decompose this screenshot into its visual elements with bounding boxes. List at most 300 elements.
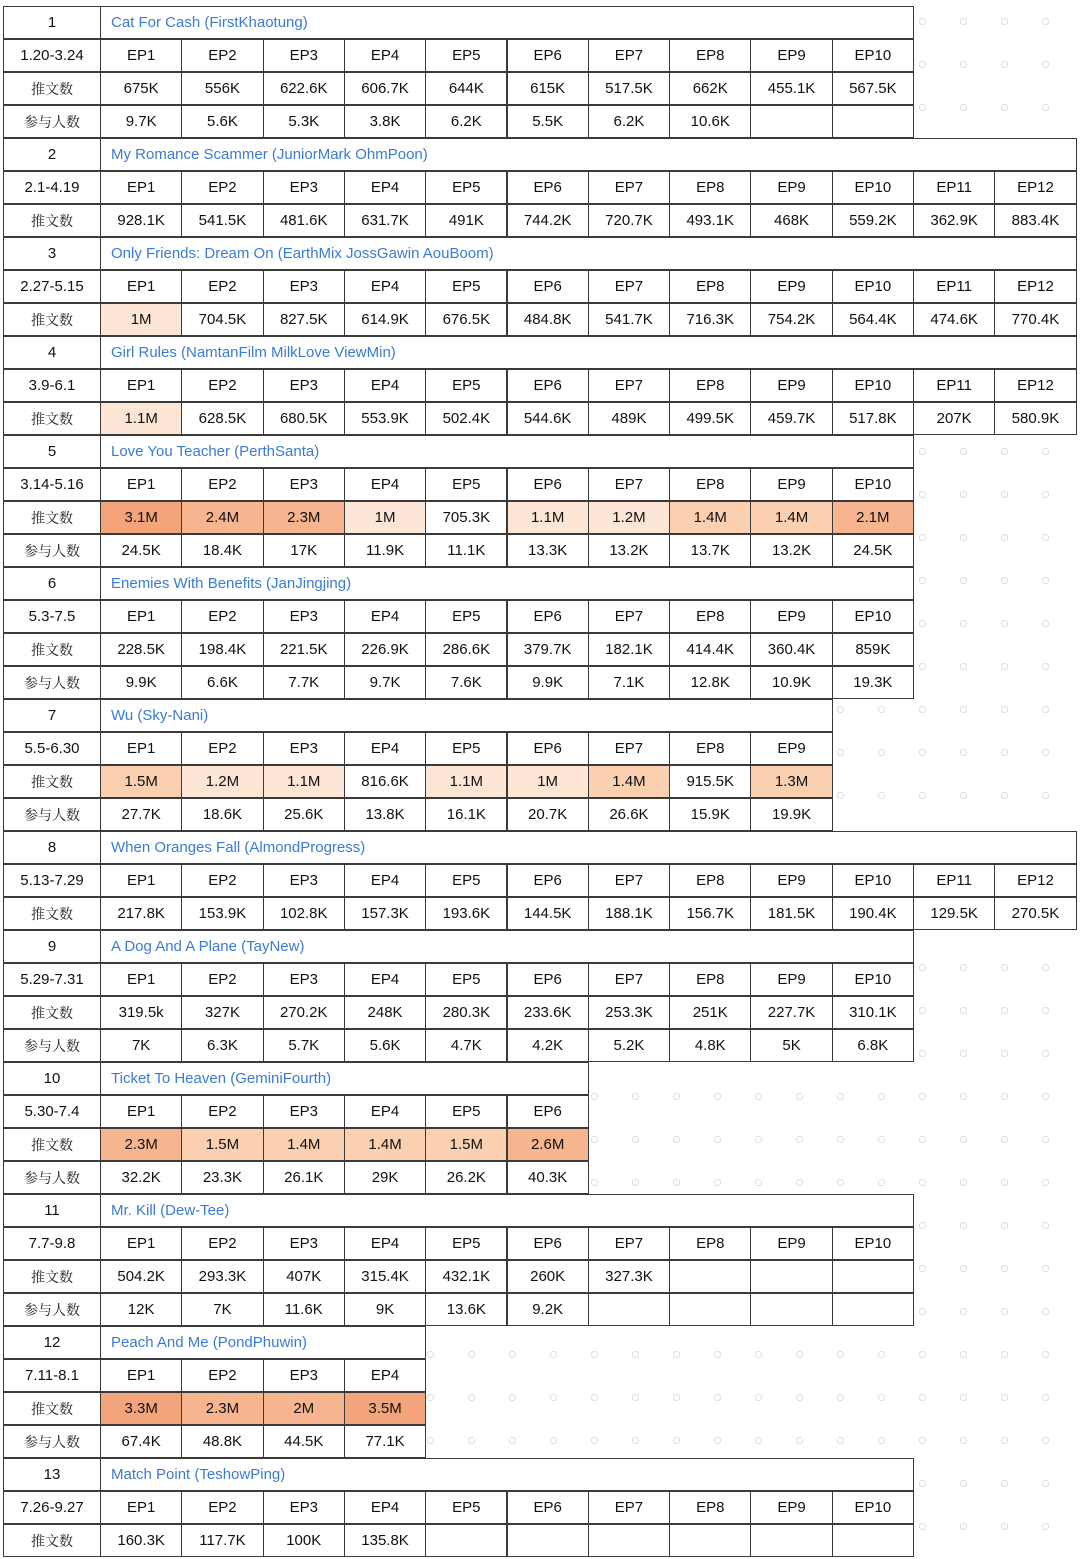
- air-dates: 3.14-5.16: [3, 468, 101, 501]
- episode-label: EP1: [100, 600, 182, 633]
- show-index: 4: [3, 336, 101, 369]
- episode-label: EP8: [669, 270, 751, 303]
- participant-count-cell: 6.2K: [425, 105, 507, 138]
- episode-label: EP3: [263, 864, 345, 897]
- tweet-count-cell: 144.5K: [507, 897, 589, 930]
- episode-label: EP7: [588, 1227, 670, 1260]
- tweet-count-cell: 226.9K: [344, 633, 426, 666]
- episode-label: EP10: [832, 171, 914, 204]
- show-title: Wu (Sky-Nani): [100, 699, 833, 732]
- participant-count-cell: 13.2K: [588, 534, 670, 567]
- episode-label: EP3: [263, 1491, 345, 1524]
- participant-count-cell: 6.3K: [181, 1029, 263, 1062]
- episode-label: EP2: [181, 369, 263, 402]
- episode-label: EP7: [588, 369, 670, 402]
- episode-label: EP9: [750, 1491, 832, 1524]
- tweet-count-cell: 541.5K: [181, 204, 263, 237]
- episode-label: EP1: [100, 963, 182, 996]
- participant-count-cell: 10.9K: [750, 666, 832, 699]
- episode-label: EP3: [263, 171, 345, 204]
- participant-count-cell: 6.2K: [588, 105, 670, 138]
- episode-label: EP8: [669, 369, 751, 402]
- tweet-count-cell: 628.5K: [181, 402, 263, 435]
- tweet-count-cell: 580.9K: [994, 402, 1076, 435]
- show-index: 1: [3, 6, 101, 39]
- tweet-count-cell: [832, 1524, 914, 1557]
- participant-count-cell: 19.3K: [832, 666, 914, 699]
- participant-count-cell: 13.2K: [750, 534, 832, 567]
- episode-label: EP3: [263, 1227, 345, 1260]
- episode-label: EP2: [181, 468, 263, 501]
- tweet-count-cell: 198.4K: [181, 633, 263, 666]
- participant-count-cell: 23.3K: [181, 1161, 263, 1194]
- air-dates: 7.7-9.8: [3, 1227, 101, 1260]
- tweet-count-cell: 704.5K: [181, 303, 263, 336]
- episode-label: EP4: [344, 171, 426, 204]
- episode-label: EP6: [507, 270, 589, 303]
- air-dates: 5.13-7.29: [3, 864, 101, 897]
- episode-label: EP1: [100, 270, 182, 303]
- episode-label: EP6: [507, 600, 589, 633]
- participant-count-cell: 77.1K: [344, 1425, 426, 1458]
- tweet-count-cell: 720.7K: [588, 204, 670, 237]
- participant-count-cell: 44.5K: [263, 1425, 345, 1458]
- tweet-count-cell: 251K: [669, 996, 751, 1029]
- show-index: 12: [3, 1326, 101, 1359]
- tweet-count-cell: 2M: [263, 1392, 345, 1425]
- tweet-count-cell: 816.6K: [344, 765, 426, 798]
- participant-count-cell: 5.3K: [263, 105, 345, 138]
- participant-count-cell: 7K: [181, 1293, 263, 1326]
- episode-label: EP6: [507, 1491, 589, 1524]
- tweet-count-cell: 544.6K: [507, 402, 589, 435]
- episode-label: EP10: [832, 468, 914, 501]
- tweet-count-cell: 680.5K: [263, 402, 345, 435]
- tweet-count-cell: 315.4K: [344, 1260, 426, 1293]
- tweet-count-cell: [425, 1524, 507, 1557]
- participant-count-cell: [832, 105, 914, 138]
- air-dates: 7.26-9.27: [3, 1491, 101, 1524]
- show-title: My Romance Scammer (JuniorMark OhmPoon): [100, 138, 1077, 171]
- tweet-count-cell: 705.3K: [425, 501, 507, 534]
- tweet-count-cell: 455.1K: [750, 72, 832, 105]
- episode-label: EP9: [750, 39, 832, 72]
- tweet-count-cell: 248K: [344, 996, 426, 1029]
- tweet-count-cell: 1.5M: [100, 765, 182, 798]
- tweet-count-cell: 319.5k: [100, 996, 182, 1029]
- participant-count-cell: 13.3K: [507, 534, 589, 567]
- episode-label: EP8: [669, 1227, 751, 1260]
- episode-label: EP10: [832, 369, 914, 402]
- episode-label: EP9: [750, 864, 832, 897]
- tweet-count-cell: 3.1M: [100, 501, 182, 534]
- tweet-count-cell: 1M: [507, 765, 589, 798]
- tweet-count-cell: 1.4M: [344, 1128, 426, 1161]
- episode-label: EP9: [750, 732, 832, 765]
- episode-label: EP7: [588, 732, 670, 765]
- air-dates: 5.29-7.31: [3, 963, 101, 996]
- episode-label: EP5: [425, 732, 507, 765]
- episode-label: EP2: [181, 1227, 263, 1260]
- show-index: 6: [3, 567, 101, 600]
- episode-label: EP3: [263, 963, 345, 996]
- tweet-count-cell: [832, 1260, 914, 1293]
- episode-label: EP9: [750, 171, 832, 204]
- episode-label: EP4: [344, 1227, 426, 1260]
- tweet-count-cell: 129.5K: [913, 897, 995, 930]
- participant-count-cell: 9.7K: [344, 666, 426, 699]
- participant-count-cell: 5.2K: [588, 1029, 670, 1062]
- episode-label: EP7: [588, 600, 670, 633]
- tweet-count-cell: 564.4K: [832, 303, 914, 336]
- tweet-count-cell: 270.5K: [994, 897, 1076, 930]
- episode-label: EP11: [913, 864, 995, 897]
- tweet-count-cell: 310.1K: [832, 996, 914, 1029]
- episode-label: EP7: [588, 963, 670, 996]
- tweet-count-cell: 614.9K: [344, 303, 426, 336]
- tweet-count-cell: 622.6K: [263, 72, 345, 105]
- episode-label: EP10: [832, 864, 914, 897]
- participants-label: 参与人数: [3, 798, 101, 831]
- participants-label: 参与人数: [3, 1425, 101, 1458]
- episode-label: EP2: [181, 39, 263, 72]
- episode-label: EP11: [913, 369, 995, 402]
- participant-count-cell: 6.6K: [181, 666, 263, 699]
- tweet-count-cell: 2.3M: [181, 1392, 263, 1425]
- participant-count-cell: 5K: [750, 1029, 832, 1062]
- episode-label: EP10: [832, 1227, 914, 1260]
- episode-label: EP12: [994, 171, 1076, 204]
- episode-label: EP1: [100, 369, 182, 402]
- participant-count-cell: 29K: [344, 1161, 426, 1194]
- episode-label: EP2: [181, 1095, 263, 1128]
- participant-count-cell: 9K: [344, 1293, 426, 1326]
- tweet-count-cell: 468K: [750, 204, 832, 237]
- tweet-count-cell: 484.8K: [507, 303, 589, 336]
- tweet-count-cell: [507, 1524, 589, 1557]
- participant-count-cell: 4.8K: [669, 1029, 751, 1062]
- tweet-count-cell: 286.6K: [425, 633, 507, 666]
- participant-count-cell: 10.6K: [669, 105, 751, 138]
- tweet-count-cell: 327K: [181, 996, 263, 1029]
- episode-label: EP1: [100, 1095, 182, 1128]
- participant-count-cell: [750, 105, 832, 138]
- episode-label: EP5: [425, 1095, 507, 1128]
- participant-count-cell: 15.9K: [669, 798, 751, 831]
- participant-count-cell: [669, 1293, 751, 1326]
- participant-count-cell: 19.9K: [750, 798, 832, 831]
- episode-label: EP9: [750, 369, 832, 402]
- episode-label: EP1: [100, 1227, 182, 1260]
- participant-count-cell: 13.8K: [344, 798, 426, 831]
- episode-label: EP1: [100, 468, 182, 501]
- episode-label: EP2: [181, 171, 263, 204]
- tweet-count-cell: 827.5K: [263, 303, 345, 336]
- show-title: Enemies With Benefits (JanJingjing): [100, 567, 914, 600]
- episode-label: EP2: [181, 1491, 263, 1524]
- tweets-label: 推文数: [3, 204, 101, 237]
- episode-label: EP7: [588, 1491, 670, 1524]
- show-index: 8: [3, 831, 101, 864]
- show-title: Girl Rules (NamtanFilm MilkLove ViewMin): [100, 336, 1077, 369]
- tweet-count-cell: 193.6K: [425, 897, 507, 930]
- tweet-count-cell: 662K: [669, 72, 751, 105]
- tweet-count-cell: 1.1M: [425, 765, 507, 798]
- episode-label: EP5: [425, 39, 507, 72]
- tweet-count-cell: 1.5M: [425, 1128, 507, 1161]
- episode-label: EP6: [507, 1227, 589, 1260]
- tweet-count-cell: 631.7K: [344, 204, 426, 237]
- show-title: Love You Teacher (PerthSanta): [100, 435, 914, 468]
- participant-count-cell: 26.1K: [263, 1161, 345, 1194]
- tweet-count-cell: 567.5K: [832, 72, 914, 105]
- episode-label: EP11: [913, 270, 995, 303]
- episode-label: EP3: [263, 600, 345, 633]
- show-index: 13: [3, 1458, 101, 1491]
- participant-count-cell: 6.8K: [832, 1029, 914, 1062]
- air-dates: 7.11-8.1: [3, 1359, 101, 1392]
- episode-label: EP10: [832, 1491, 914, 1524]
- participant-count-cell: 13.7K: [669, 534, 751, 567]
- episode-label: EP3: [263, 732, 345, 765]
- participant-count-cell: 3.8K: [344, 105, 426, 138]
- episode-label: EP9: [750, 468, 832, 501]
- episode-label: EP3: [263, 468, 345, 501]
- tweets-label: 推文数: [3, 633, 101, 666]
- tweet-count-cell: 2.4M: [181, 501, 263, 534]
- show-index: 3: [3, 237, 101, 270]
- episode-label: EP7: [588, 864, 670, 897]
- participant-count-cell: 16.1K: [425, 798, 507, 831]
- tweet-count-cell: 293.3K: [181, 1260, 263, 1293]
- episode-label: EP4: [344, 468, 426, 501]
- tweet-count-cell: 491K: [425, 204, 507, 237]
- participant-count-cell: 7.6K: [425, 666, 507, 699]
- participant-count-cell: 18.6K: [181, 798, 263, 831]
- tweet-count-cell: 260K: [507, 1260, 589, 1293]
- episode-label: EP5: [425, 1227, 507, 1260]
- episode-label: EP4: [344, 270, 426, 303]
- tweet-count-cell: 2.3M: [100, 1128, 182, 1161]
- episode-label: EP2: [181, 600, 263, 633]
- tweets-label: 推文数: [3, 1260, 101, 1293]
- show-index: 2: [3, 138, 101, 171]
- tweet-count-cell: 227.7K: [750, 996, 832, 1029]
- episode-label: EP5: [425, 864, 507, 897]
- tweet-count-cell: 883.4K: [994, 204, 1076, 237]
- tweet-count-cell: 407K: [263, 1260, 345, 1293]
- tweet-count-cell: 228.5K: [100, 633, 182, 666]
- tweet-count-cell: 676.5K: [425, 303, 507, 336]
- episode-label: EP2: [181, 270, 263, 303]
- tweet-count-cell: [750, 1260, 832, 1293]
- episode-label: EP4: [344, 1095, 426, 1128]
- tweet-count-cell: 117.7K: [181, 1524, 263, 1557]
- participant-count-cell: 32.2K: [100, 1161, 182, 1194]
- participant-count-cell: 11.6K: [263, 1293, 345, 1326]
- episode-label: EP8: [669, 39, 751, 72]
- show-title: Cat For Cash (FirstKhaotung): [100, 6, 914, 39]
- tweet-count-cell: 1.5M: [181, 1128, 263, 1161]
- participant-count-cell: 9.2K: [507, 1293, 589, 1326]
- episode-label: EP6: [507, 39, 589, 72]
- tweet-count-cell: 360.4K: [750, 633, 832, 666]
- episode-label: EP5: [425, 1491, 507, 1524]
- show-index: 9: [3, 930, 101, 963]
- tweet-count-cell: 2.1M: [832, 501, 914, 534]
- episode-label: EP7: [588, 270, 670, 303]
- participant-count-cell: 4.2K: [507, 1029, 589, 1062]
- participant-count-cell: 24.5K: [100, 534, 182, 567]
- show-index: 5: [3, 435, 101, 468]
- tweet-count-cell: 553.9K: [344, 402, 426, 435]
- participant-count-cell: 24.5K: [832, 534, 914, 567]
- participant-count-cell: 11.9K: [344, 534, 426, 567]
- episode-label: EP5: [425, 171, 507, 204]
- tweet-count-cell: 559.2K: [832, 204, 914, 237]
- tweet-count-cell: 716.3K: [669, 303, 751, 336]
- participant-count-cell: 13.6K: [425, 1293, 507, 1326]
- show-title: Match Point (TeshowPing): [100, 1458, 914, 1491]
- episode-label: EP1: [100, 1491, 182, 1524]
- participant-count-cell: 9.9K: [507, 666, 589, 699]
- participants-label: 参与人数: [3, 1161, 101, 1194]
- episode-label: EP4: [344, 600, 426, 633]
- tweet-count-cell: 481.6K: [263, 204, 345, 237]
- episode-label: EP9: [750, 1227, 832, 1260]
- episode-label: EP6: [507, 732, 589, 765]
- episode-label: EP7: [588, 171, 670, 204]
- episode-label: EP5: [425, 270, 507, 303]
- episode-label: EP3: [263, 1095, 345, 1128]
- participant-count-cell: 20.7K: [507, 798, 589, 831]
- tweets-label: 推文数: [3, 1392, 101, 1425]
- episode-label: EP3: [263, 369, 345, 402]
- episode-label: EP1: [100, 171, 182, 204]
- tweet-count-cell: 1.2M: [181, 765, 263, 798]
- tweet-count-cell: 459.7K: [750, 402, 832, 435]
- participant-count-cell: 5.6K: [344, 1029, 426, 1062]
- tweet-count-cell: 1.2M: [588, 501, 670, 534]
- participant-count-cell: 67.4K: [100, 1425, 182, 1458]
- episode-label: EP8: [669, 600, 751, 633]
- participant-count-cell: 5.7K: [263, 1029, 345, 1062]
- participants-label: 参与人数: [3, 666, 101, 699]
- episode-label: EP4: [344, 1491, 426, 1524]
- show-title: A Dog And A Plane (TayNew): [100, 930, 914, 963]
- participant-count-cell: 26.2K: [425, 1161, 507, 1194]
- tweet-count-cell: 270.2K: [263, 996, 345, 1029]
- air-dates: 1.20-3.24: [3, 39, 101, 72]
- tweet-count-cell: 2.3M: [263, 501, 345, 534]
- tweet-count-cell: 217.8K: [100, 897, 182, 930]
- episode-label: EP5: [425, 963, 507, 996]
- episode-label: EP4: [344, 1359, 426, 1392]
- episode-label: EP11: [913, 171, 995, 204]
- episode-label: EP5: [425, 600, 507, 633]
- participant-count-cell: 9.7K: [100, 105, 182, 138]
- tweet-count-cell: 504.2K: [100, 1260, 182, 1293]
- tweet-count-cell: 362.9K: [913, 204, 995, 237]
- air-dates: 5.30-7.4: [3, 1095, 101, 1128]
- participants-label: 参与人数: [3, 1029, 101, 1062]
- episode-label: EP6: [507, 171, 589, 204]
- tweet-count-cell: 556K: [181, 72, 263, 105]
- tweets-label: 推文数: [3, 72, 101, 105]
- tweet-count-cell: 153.9K: [181, 897, 263, 930]
- episode-label: EP9: [750, 963, 832, 996]
- participant-count-cell: 4.7K: [425, 1029, 507, 1062]
- participant-count-cell: 5.5K: [507, 105, 589, 138]
- air-dates: 5.3-7.5: [3, 600, 101, 633]
- tweet-count-cell: 182.1K: [588, 633, 670, 666]
- tweet-count-cell: 2.6M: [507, 1128, 589, 1161]
- participant-count-cell: [832, 1293, 914, 1326]
- episode-label: EP12: [994, 270, 1076, 303]
- tweet-count-cell: 160.3K: [100, 1524, 182, 1557]
- show-index: 11: [3, 1194, 101, 1227]
- participant-count-cell: 7.7K: [263, 666, 345, 699]
- episode-label: EP6: [507, 864, 589, 897]
- tweet-count-cell: 102.8K: [263, 897, 345, 930]
- tweet-count-cell: 1.4M: [750, 501, 832, 534]
- tweet-count-cell: 1.4M: [669, 501, 751, 534]
- tweet-count-cell: 221.5K: [263, 633, 345, 666]
- show-title: Peach And Me (PondPhuwin): [100, 1326, 426, 1359]
- participant-count-cell: 26.6K: [588, 798, 670, 831]
- episode-label: EP8: [669, 1491, 751, 1524]
- participant-count-cell: 27.7K: [100, 798, 182, 831]
- episode-label: EP9: [750, 270, 832, 303]
- episode-label: EP8: [669, 963, 751, 996]
- tweet-count-cell: 181.5K: [750, 897, 832, 930]
- episode-label: EP6: [507, 963, 589, 996]
- episode-label: EP10: [832, 600, 914, 633]
- participants-label: 参与人数: [3, 534, 101, 567]
- episode-label: EP10: [832, 963, 914, 996]
- episode-label: EP8: [669, 732, 751, 765]
- episode-label: EP2: [181, 732, 263, 765]
- air-dates: 3.9-6.1: [3, 369, 101, 402]
- tweet-count-cell: 517.8K: [832, 402, 914, 435]
- tweets-label: 推文数: [3, 402, 101, 435]
- tweet-count-cell: 157.3K: [344, 897, 426, 930]
- tweet-count-cell: 744.2K: [507, 204, 589, 237]
- episode-label: EP6: [507, 369, 589, 402]
- tweets-label: 推文数: [3, 303, 101, 336]
- tweet-count-cell: 207K: [913, 402, 995, 435]
- episode-label: EP12: [994, 864, 1076, 897]
- tweet-count-cell: 432.1K: [425, 1260, 507, 1293]
- tweet-count-cell: [750, 1524, 832, 1557]
- episode-label: EP1: [100, 1359, 182, 1392]
- episode-label: EP4: [344, 369, 426, 402]
- episode-label: EP4: [344, 39, 426, 72]
- tweet-count-cell: 3.3M: [100, 1392, 182, 1425]
- participant-count-cell: 9.9K: [100, 666, 182, 699]
- tweet-count-cell: 859K: [832, 633, 914, 666]
- tweet-count-cell: 253.3K: [588, 996, 670, 1029]
- tweets-label: 推文数: [3, 765, 101, 798]
- tweets-label: 推文数: [3, 1524, 101, 1557]
- show-title: When Oranges Fall (AlmondProgress): [100, 831, 1077, 864]
- tweet-count-cell: 606.7K: [344, 72, 426, 105]
- tweet-count-cell: 499.5K: [669, 402, 751, 435]
- show-title: Ticket To Heaven (GeminiFourth): [100, 1062, 589, 1095]
- episode-label: EP4: [344, 732, 426, 765]
- episode-label: EP4: [344, 963, 426, 996]
- tweets-label: 推文数: [3, 501, 101, 534]
